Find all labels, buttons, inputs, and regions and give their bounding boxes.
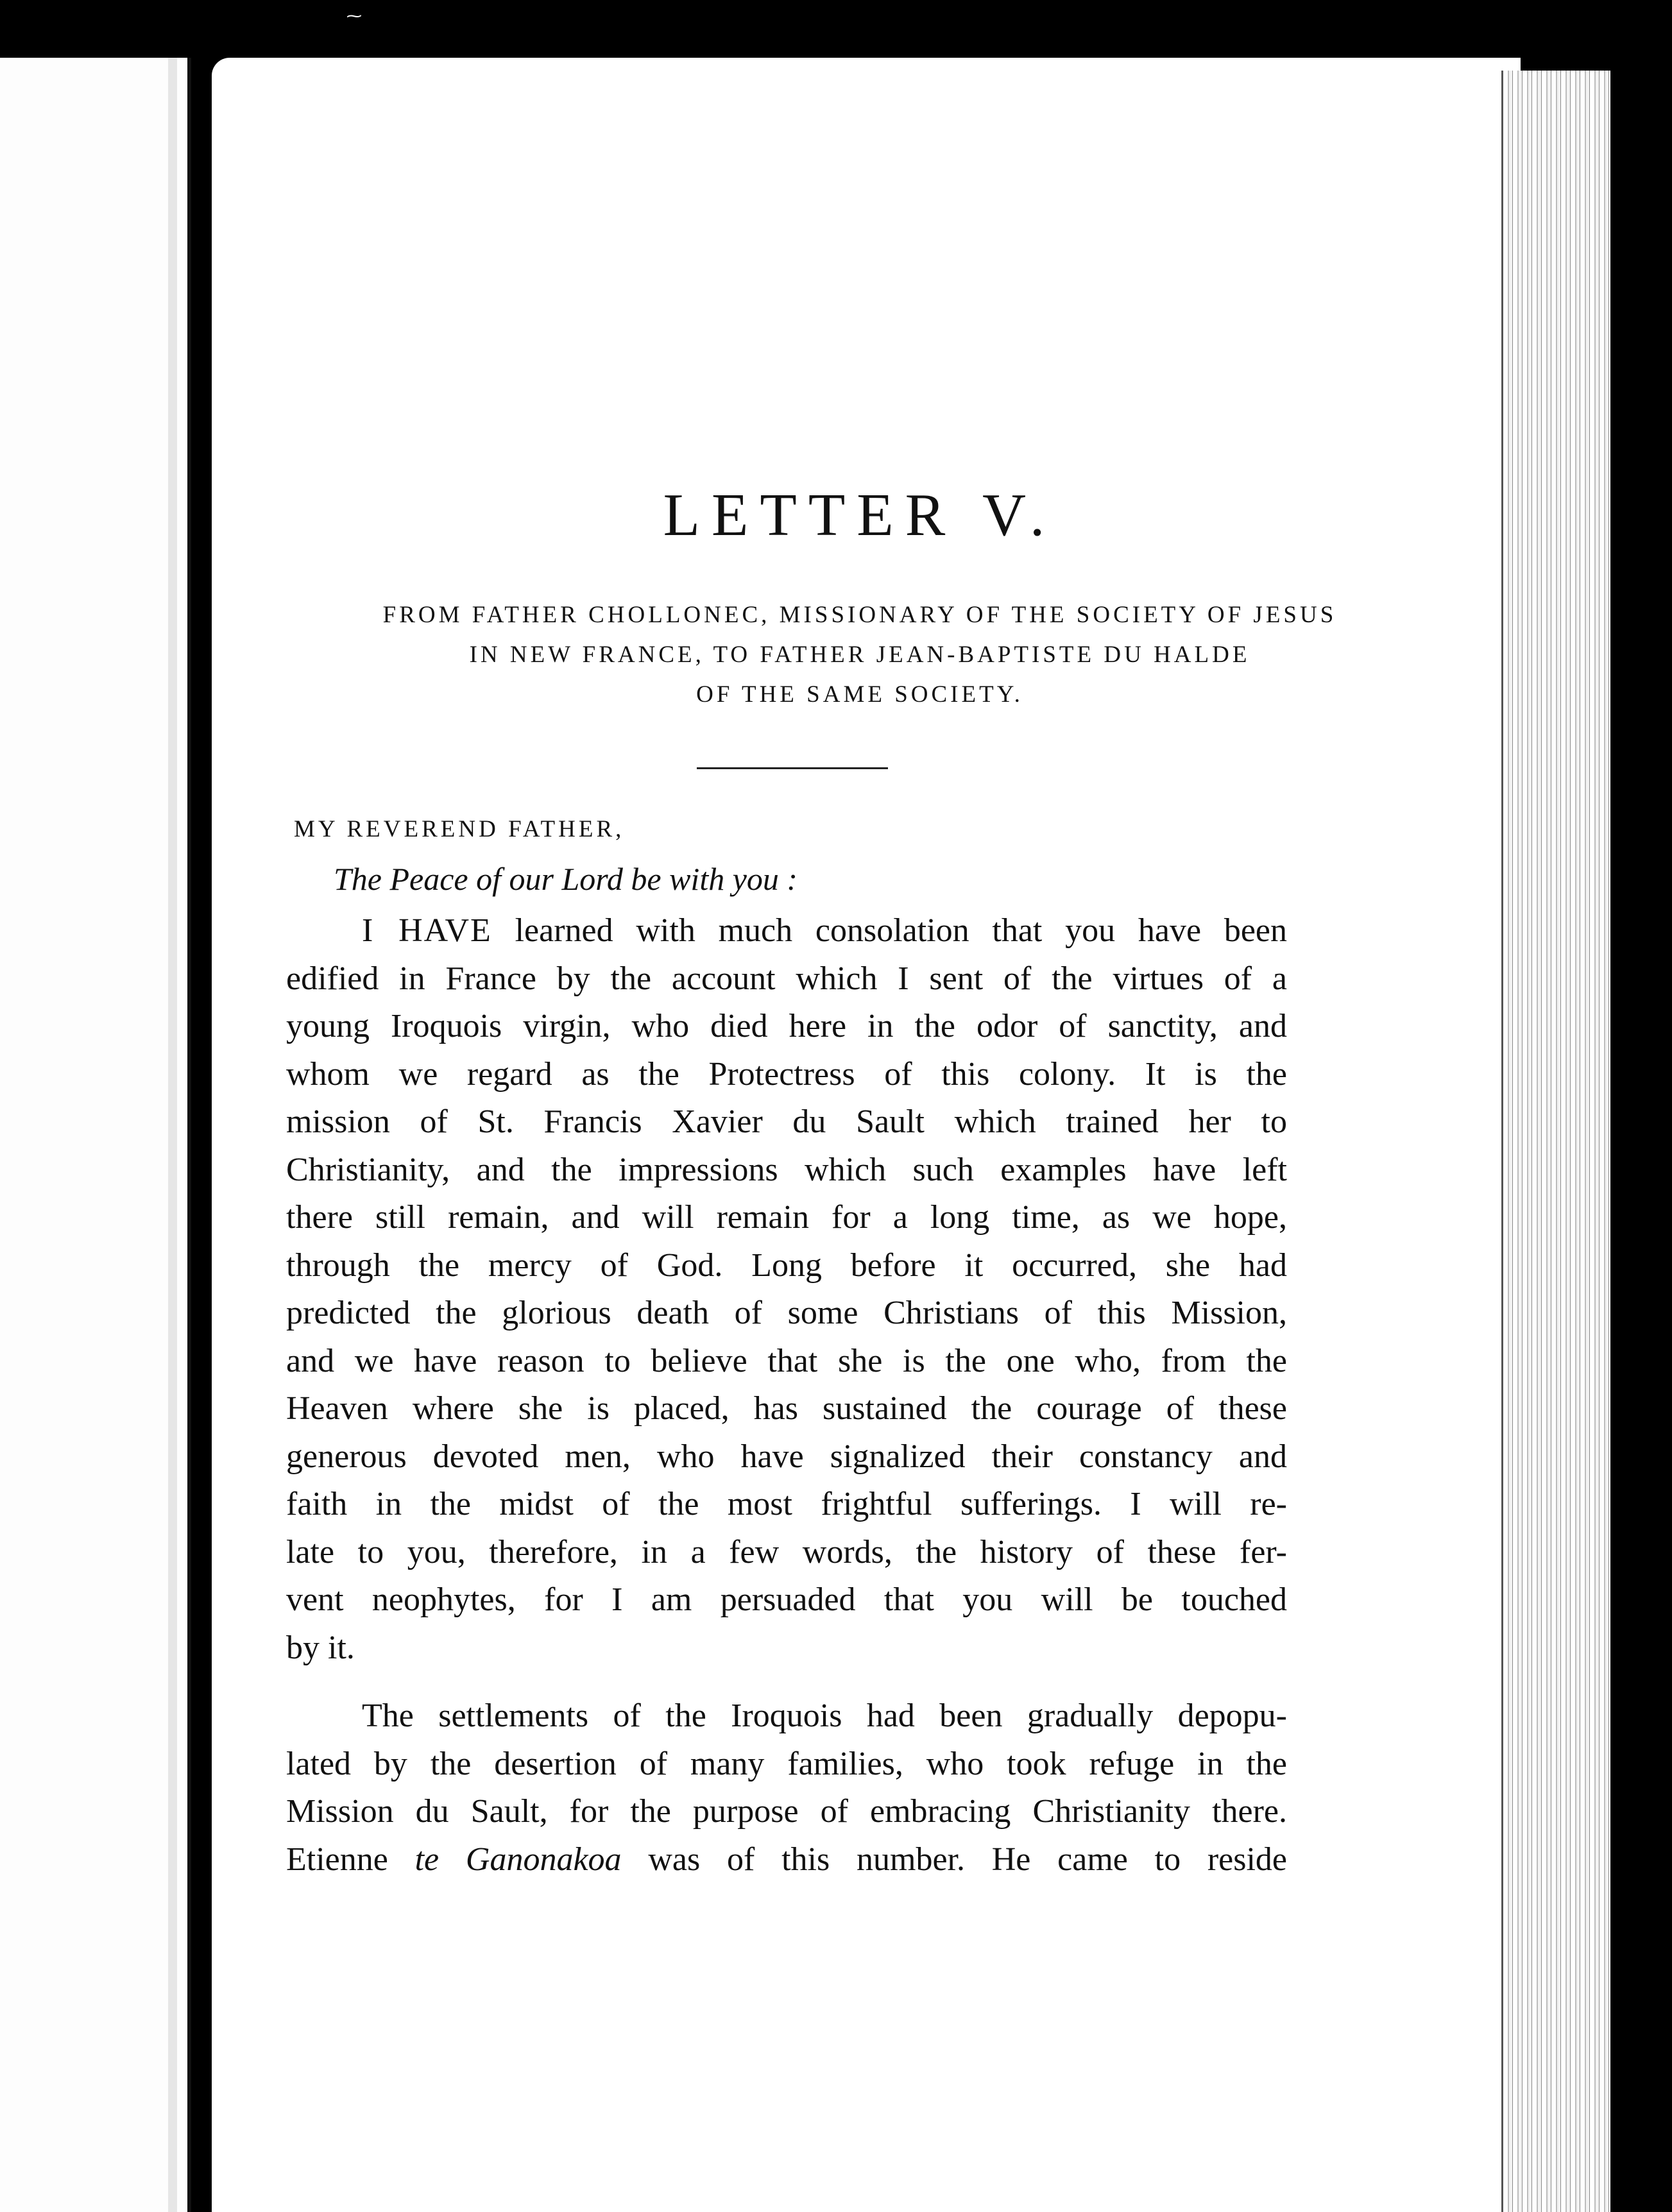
text-line: predicted the glorious death of some Christians of this Mission, <box>286 1295 1287 1331</box>
divider-rule <box>697 767 888 769</box>
text-run: was of this number. He came to reside <box>648 1841 1288 1878</box>
subtitle-line: IN NEW FRANCE, TO FATHER JEAN-BAPTISTE DU HALDE <box>469 642 1250 668</box>
italic-name: te Ganonakoa <box>414 1841 622 1878</box>
text-line: through the mercy of God. Long before it occurred, she had <box>286 1246 1287 1284</box>
text-line <box>286 907 1287 955</box>
text-line-content: learned with much consolation that you have been <box>515 912 1288 949</box>
text-line: there still remain, and will remain for a long time, as we hope, <box>286 1199 1287 1236</box>
text-line: faith in the midst of the most frightful sufferings. I will re- <box>286 1486 1287 1522</box>
text-line <box>286 1836 1287 1884</box>
text-line: The settlements of the Iroquois had been gradually depopu- <box>362 1697 1287 1734</box>
paragraph-1 <box>286 907 1287 1672</box>
text-line: Christianity, and the impressions which such examples have left <box>286 1151 1287 1188</box>
text-line: edified in France by the account which I sent of the virtues of a <box>286 960 1287 997</box>
text-line: whom we regard as the Protectress of this colony. It is the <box>286 1055 1287 1093</box>
salutation: MY REVEREND FATHER, <box>294 816 625 842</box>
subtitle-line: OF THE SAME SOCIETY. <box>696 681 1023 708</box>
subtitle-line: FROM FATHER CHOLLONEC, MISSIONARY OF THE SOCIETY OF JESUS <box>382 602 1337 628</box>
scan-mark: ⁓ <box>346 7 362 25</box>
text-line: lated by the desertion of many families, who took refuge in the <box>286 1745 1287 1782</box>
text-line: Mission du Sault, for the purpose of embracing Christianity there. <box>286 1793 1287 1830</box>
text-line: by it. <box>286 1629 355 1666</box>
text-line: young Iroquois virgin, who died here in the odor of sanctity, and <box>286 1008 1287 1044</box>
paragraph-2 <box>286 1692 1287 1884</box>
greeting: The Peace of our Lord be with you : <box>334 861 798 897</box>
letter-title: LETTER V. <box>663 482 1057 549</box>
text-run: Etienne <box>286 1841 388 1878</box>
text-line: late to you, therefore, in a few words, the history of these fer- <box>286 1533 1287 1570</box>
text-line: mission of St. Francis Xavier du Sault which trained her to <box>286 1103 1287 1140</box>
text-line: Heaven where she is placed, has sustained the courage of these <box>286 1390 1287 1427</box>
letter-subtitle <box>282 595 1437 715</box>
text-line: generous devoted men, who have signalized their constancy and <box>286 1438 1287 1475</box>
dropcap-word: I HAVE <box>362 912 492 949</box>
text-line: vent neophytes, for I am persuaded that you will be touched <box>286 1581 1287 1618</box>
text-line: and we have reason to believe that she is the one who, from the <box>286 1342 1287 1379</box>
